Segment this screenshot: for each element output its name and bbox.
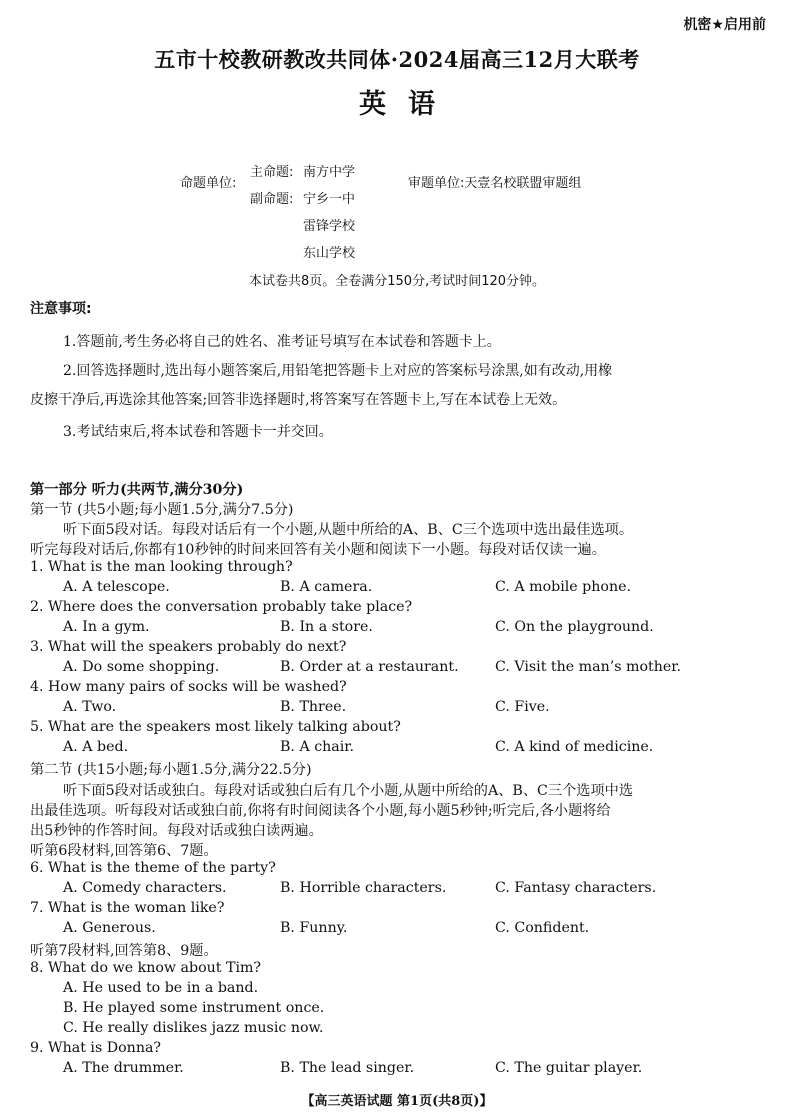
material-7-heading: 听第7段材料,回答第8、9题。 <box>30 943 218 959</box>
sub-school-1: 宁乡一中 <box>303 192 356 207</box>
sub-school-3: 东山学校 <box>303 246 356 261</box>
main-school: 南方中学 <box>303 165 356 180</box>
section2-instr-1: 听下面5段对话或独白。每段对话或独白后有几个小题,从题中所给的A、B、C三个选项中选 <box>63 783 634 799</box>
exam-summary: 本试卷共8页。全卷满分150分,考试时间120分钟。 <box>248 274 546 289</box>
main-label: 主命题: <box>250 165 294 180</box>
question-1-option-c: C. A mobile phone. <box>495 579 631 595</box>
review-unit: 审题单位:天壹名校联盟审题组 <box>408 176 582 191</box>
section1-heading: 第一节 (共5小题;每小题1.5分,满分7.5分) <box>30 502 294 518</box>
question-9-option-b: B. The lead singer. <box>280 1060 415 1076</box>
question-2-option-c: C. On the playground. <box>495 619 654 635</box>
sub-label: 副命题: <box>250 192 294 207</box>
question-3-option-b: B. Order at a restaurant. <box>280 659 459 675</box>
question-4-option-b: B. Three. <box>280 699 347 715</box>
part1-heading: 第一部分 听力(共两节,满分30分) <box>30 482 244 498</box>
question-6-option-c: C. Fantasy characters. <box>495 880 657 896</box>
question-4-option-a: A. Two. <box>63 699 117 715</box>
material-6-heading: 听第6段材料,回答第6、7题。 <box>30 843 218 859</box>
note-item-2b: 皮擦干净后,再选涂其他答案;回答非选择题时,将答案写在答题卡上,写在本试卷上无效。 <box>30 392 567 408</box>
question-5-option-b: B. A chair. <box>280 739 355 755</box>
question-8-stem: 8. What do we know about Tim? <box>30 960 262 976</box>
section2-heading: 第二节 (共15小题;每小题1.5分,满分22.5分) <box>30 762 312 778</box>
note-item-1: 1.答题前,考生务必将自己的姓名、准考证号填写在本试卷和答题卡上。 <box>63 334 501 350</box>
exam-title: 五市十校教研教改共同体·2024届高三12月大联考 <box>154 47 640 72</box>
question-1-stem: 1. What is the man looking through? <box>30 559 293 575</box>
sub-school-2: 雷锋学校 <box>303 219 356 234</box>
question-9-option-c: C. The guitar player. <box>495 1060 643 1076</box>
note-item-2a: 2.回答选择题时,选出每小题答案后,用铅笔把答题卡上对应的答案标号涂黑,如有改动,用橡 <box>63 363 613 379</box>
secret-mark: 机密★启用前 <box>683 17 766 33</box>
question-6-option-b: B. Horrible characters. <box>280 880 447 896</box>
question-7-option-a: A. Generous. <box>63 920 156 936</box>
question-1-option-b: B. A camera. <box>280 579 373 595</box>
question-7-option-c: C. Confident. <box>495 920 590 936</box>
question-5-option-a: A. A bed. <box>63 739 129 755</box>
page-footer: 【高三英语试题 第1页(共8页)】 <box>301 1094 493 1109</box>
question-2-option-b: B. In a store. <box>280 619 373 635</box>
section1-instr-2: 听完每段对话后,你都有10秒钟的时间来回答有关小题和阅读下一小题。每段对话仅读一遍。 <box>30 542 606 558</box>
question-4-option-c: C. Five. <box>495 699 550 715</box>
question-8-option-a: A. He used to be in a band. <box>63 980 259 996</box>
question-2-stem: 2. Where does the conversation probably take place? <box>30 599 413 615</box>
unit-label: 命题单位: <box>180 176 237 191</box>
subject-title: 英语 <box>359 89 457 120</box>
question-7-option-b: B. Funny. <box>280 920 348 936</box>
section1-instr-1: 听下面5段对话。每段对话后有一个小题,从题中所给的A、B、C三个选项中选出最佳选项。 <box>63 522 634 538</box>
notes-heading: 注意事项: <box>30 301 92 317</box>
section2-instr-3: 出5秒钟的作答时间。每段对话或独白读两遍。 <box>30 823 323 839</box>
question-5-stem: 5. What are the speakers most likely talking about? <box>30 719 401 735</box>
question-6-stem: 6. What is the theme of the party? <box>30 860 276 876</box>
question-5-option-c: C. A kind of medicine. <box>495 739 654 755</box>
question-2-option-a: A. In a gym. <box>63 619 150 635</box>
question-1-option-a: A. A telescope. <box>63 579 170 595</box>
note-item-3: 3.考试结束后,将本试卷和答题卡一并交回。 <box>63 424 333 440</box>
question-3-option-a: A. Do some shopping. <box>63 659 220 675</box>
question-6-option-a: A. Comedy characters. <box>63 880 227 896</box>
question-8-option-b: B. He played some instrument once. <box>63 1000 325 1016</box>
question-9-stem: 9. What is Donna? <box>30 1040 162 1056</box>
question-3-stem: 3. What will the speakers probably do next? <box>30 639 347 655</box>
question-8-option-c: C. He really dislikes jazz music now. <box>63 1020 324 1036</box>
question-3-option-c: C. Visit the man’s mother. <box>495 659 681 675</box>
question-9-option-a: A. The drummer. <box>63 1060 184 1076</box>
question-4-stem: 4. How many pairs of socks will be washed? <box>30 679 347 695</box>
section2-instr-2: 出最佳选项。听每段对话或独白前,你将有时间阅读各个小题,每小题5秒钟;听完后,各小题将给 <box>30 803 611 819</box>
question-7-stem: 7. What is the woman like? <box>30 900 225 916</box>
